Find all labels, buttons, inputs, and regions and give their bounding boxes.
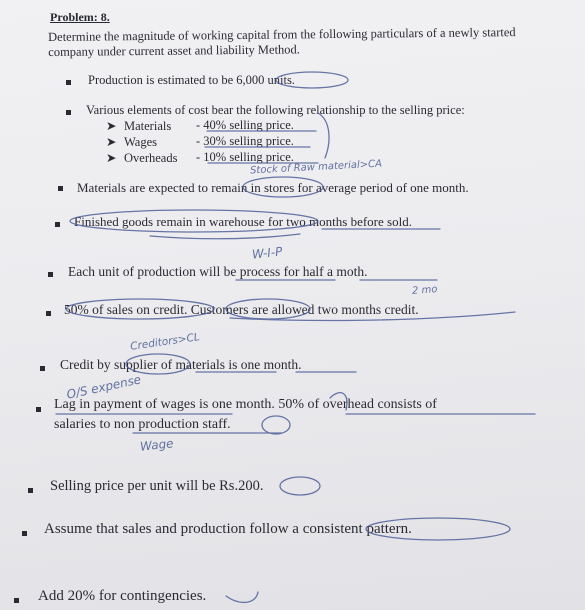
arrow-icon: ➤	[106, 119, 117, 133]
bullet	[66, 80, 71, 85]
cost-element-overheads	[106, 150, 177, 166]
cost-element-wages	[106, 134, 157, 150]
cost-element-name: Materials	[124, 119, 172, 133]
item-finished-goods: Finished goods remain in warehouse for two months before sold.	[74, 214, 412, 229]
bullet	[40, 366, 45, 371]
item-cost-elements: Various elements of cost bear the following relationship to the selling price:	[86, 103, 465, 117]
arrow-icon: ➤	[106, 135, 117, 149]
arrow-icon: ➤	[106, 151, 117, 165]
item-selling-price: Selling price per unit will be Rs.200.	[50, 478, 264, 494]
note-creditors: Creditors>CL	[129, 331, 201, 353]
underline-mark	[150, 229, 440, 239]
item-sales-credit: 50% of sales on credit. Customers are allowed two months credit.	[64, 302, 419, 317]
item-materials-stores: Materials are expected to remain in stores for average period of one month.	[77, 180, 469, 195]
note-wip: W-I-P	[251, 244, 284, 262]
bracket-mark	[318, 113, 329, 158]
cost-element-materials	[106, 118, 171, 134]
item-wages-lag: Lag in payment of wages is one month. 50% of overhead consists of	[54, 397, 437, 412]
note-os-expense: O/S expense	[65, 372, 143, 402]
bullet	[66, 110, 71, 115]
item-contingencies: Add 20% for contingencies.	[38, 588, 207, 604]
bullet	[48, 272, 53, 277]
problem-intro: Determine the magnitude of working capital from the following particulars of a newly started company under current asset and liability Method.	[48, 25, 516, 59]
circle-mark	[280, 477, 320, 495]
cost-element-value: - 40% selling price.	[196, 118, 294, 132]
note-wages: Wage	[139, 436, 175, 454]
cost-element-value: - 30% selling price.	[196, 134, 294, 148]
cost-element-value: - 10% selling price.	[196, 150, 294, 164]
bullet	[58, 186, 63, 191]
note-debtors: 2 mo	[411, 284, 438, 297]
item-production: Production is estimated to be 6,000 units.	[88, 73, 295, 87]
bullet	[36, 407, 41, 412]
bullet	[14, 598, 19, 603]
cost-element-name: Overheads	[124, 151, 178, 165]
item-process-time: Each unit of production will be process for half a moth.	[68, 264, 368, 279]
bullet	[46, 311, 51, 316]
bullet	[55, 222, 60, 227]
item-wages-lag-cont: salaries to non production staff.	[54, 417, 231, 432]
item-supplier-credit: Credit by supplier of materials is one month.	[60, 357, 302, 372]
bullet	[28, 488, 33, 493]
circle-mark	[262, 416, 290, 434]
bullet	[22, 531, 27, 536]
note-stock: Stock of Raw material>CA	[249, 158, 383, 177]
item-consistent-pattern: Assume that sales and production follow a consistent pattern.	[44, 521, 412, 537]
problem-title: Problem: 8.	[50, 10, 110, 24]
bracket-mark	[226, 592, 258, 602]
cost-element-name: Wages	[124, 135, 158, 149]
